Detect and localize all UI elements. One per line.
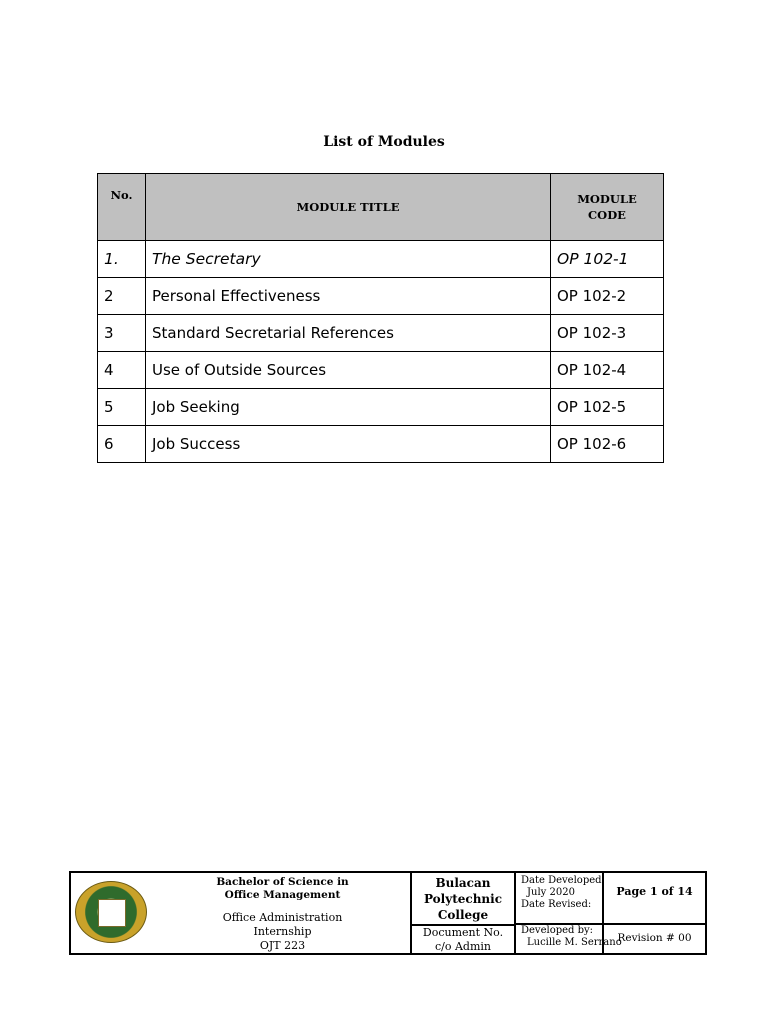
document-no-value: c/o Admin (434, 940, 491, 953)
college-line-1: Bulacan (435, 876, 491, 890)
row-no: 2 (98, 278, 146, 315)
header-module-code-line2: CODE (588, 208, 626, 222)
document-footer (69, 871, 707, 955)
row-title: Use of Outside Sources (146, 352, 551, 389)
college-seal-icon (75, 881, 147, 943)
row-code: OP 102-5 (551, 389, 664, 426)
row-title: Personal Effectiveness (146, 278, 551, 315)
table-row (98, 426, 664, 463)
row-code: OP 102-4 (551, 352, 664, 389)
footer-logo-cell (71, 873, 155, 953)
developed-by-value: Lucille M. Serrano (527, 937, 622, 948)
program-line-2: Office Management (224, 889, 341, 901)
row-title: Job Seeking (146, 389, 551, 426)
table-header-row (98, 174, 664, 241)
program-line-1: Bachelor of Science in (216, 876, 349, 888)
table-row (98, 241, 664, 278)
row-no: 4 (98, 352, 146, 389)
college-name (412, 875, 514, 925)
date-developed-label: Date Developed: (521, 875, 605, 886)
header-module-title: MODULE TITLE (146, 174, 551, 241)
course-line-2: Internship (253, 925, 312, 938)
footer-page-cell (602, 873, 705, 953)
developed-by-label: Developed by: (521, 925, 594, 936)
table-row (98, 352, 664, 389)
row-title: The Secretary (146, 241, 551, 278)
college-line-3: College (437, 908, 489, 922)
document-number (412, 926, 514, 954)
college-line-2: Polytechnic (423, 892, 503, 906)
row-no: 1. (98, 241, 146, 278)
table-row (98, 315, 664, 352)
table-row (98, 389, 664, 426)
course-line-1: Office Administration (222, 911, 343, 924)
date-revised-label: Date Revised: (521, 899, 592, 910)
page-number: Page 1 of 14 (616, 885, 693, 898)
table-row (98, 278, 664, 315)
date-developed-value: July 2020 (527, 887, 575, 898)
row-title: Standard Secretarial References (146, 315, 551, 352)
header-no: No. (98, 174, 146, 241)
dates-block (521, 875, 605, 911)
row-no: 5 (98, 389, 146, 426)
header-module-code-line1: MODULE (577, 192, 637, 206)
header-module-code (551, 174, 664, 241)
footer-program-cell (155, 873, 410, 953)
course-line-3: OJT 223 (259, 939, 306, 952)
seal-center (98, 899, 126, 927)
document-no-label: Document No. (422, 926, 504, 939)
row-code: OP 102-2 (551, 278, 664, 315)
row-code: OP 102-1 (551, 241, 664, 278)
revision-number: Revision # 00 (617, 932, 692, 944)
row-code: OP 102-6 (551, 426, 664, 463)
row-code: OP 102-3 (551, 315, 664, 352)
page-divider (604, 923, 705, 925)
page-title: List of Modules (323, 134, 445, 150)
row-no: 3 (98, 315, 146, 352)
footer-college-cell (410, 873, 514, 953)
row-title: Job Success (146, 426, 551, 463)
modules-table (97, 173, 664, 463)
row-no: 6 (98, 426, 146, 463)
